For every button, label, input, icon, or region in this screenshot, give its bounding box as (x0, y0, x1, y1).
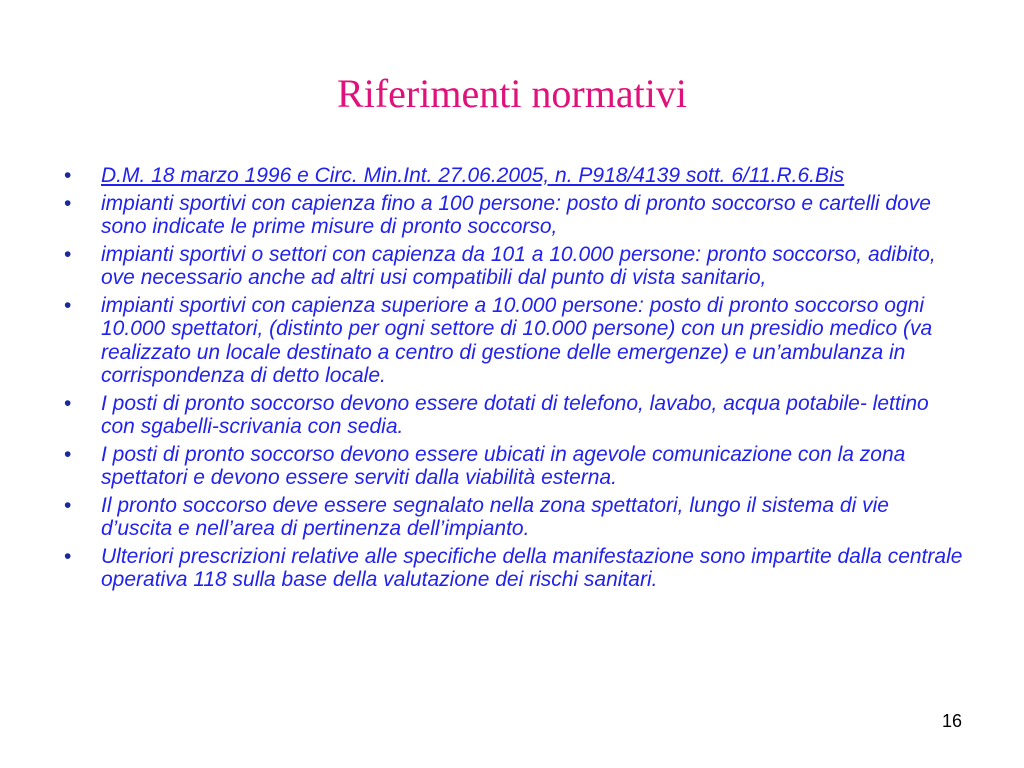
bullet-list (64, 164, 964, 596)
slide-title: Riferimenti normativi (337, 71, 687, 116)
bullet-text: Ulteriori prescrizioni relative alle specifiche della manifestazione sono impartite dalla centrale operativa 118 sulla base della valutazione dei rischi sanitari. (101, 544, 963, 591)
bullet-text: I posti di pronto soccorso devono essere ubicati in agevole comunicazione con la zona spettatori e devono essere serviti dalla viabilità esterna. (101, 442, 906, 489)
bullet-item[interactable] (64, 164, 964, 188)
bullet-item (64, 294, 964, 388)
bullet-item (64, 545, 964, 592)
bullet-text: I posti di pronto soccorso devono essere dotati di telefono, lavabo, acqua potabile- lettino con sgabelli-scrivania con sedia. (101, 391, 929, 438)
bullet-item (64, 443, 964, 490)
bullet-dot-icon: • (64, 493, 72, 517)
bullet-dot-icon: • (64, 544, 72, 568)
bullet-dot-icon: • (64, 191, 72, 215)
bullet-text: impianti sportivi con capienza superiore a 10.000 persone: posto di pronto soccorso ogni 10.000 spettatori, (distinto per ogni settore di 10.000 persone) con un presidio medico (va realizzato un locale destinato a centro di gestione delle emergenze) e un’ambulanza in corrispondenza di detto locale. (101, 293, 933, 387)
bullet-item (64, 243, 964, 290)
bullet-text: impianti sportivi o settori con capienza da 101 a 10.000 persone: pronto soccorso, adibito, ove necessario anche ad altri usi compatibili dal punto di vista sanitario, (101, 242, 936, 289)
bullet-dot-icon: • (64, 242, 72, 266)
bullet-item (64, 494, 964, 541)
bullet-text: Il pronto soccorso deve essere segnalato nella zona spettatori, lungo il sistema di vie d’uscita e nell’area di pertinenza dell’impianto. (101, 493, 889, 540)
bullet-dot-icon: • (64, 442, 72, 466)
bullet-dot-icon: • (64, 164, 72, 187)
bullet-dot-icon: • (64, 293, 72, 317)
bullet-text: impianti sportivi con capienza fino a 100 persone: posto di pronto soccorso e cartelli dove sono indicate le prime misure di pronto soccorso, (101, 191, 931, 238)
bullet-item (64, 392, 964, 439)
page-number: 16 (941, 711, 962, 731)
bullet-item (64, 192, 964, 239)
reference-link[interactable]: D.M. 18 marzo 1996 e Circ. Min.Int. 27.06.2005, n. P918/4139 sott. 6/11.R.6.Bis (101, 164, 845, 187)
bullet-dot-icon: • (64, 391, 72, 415)
